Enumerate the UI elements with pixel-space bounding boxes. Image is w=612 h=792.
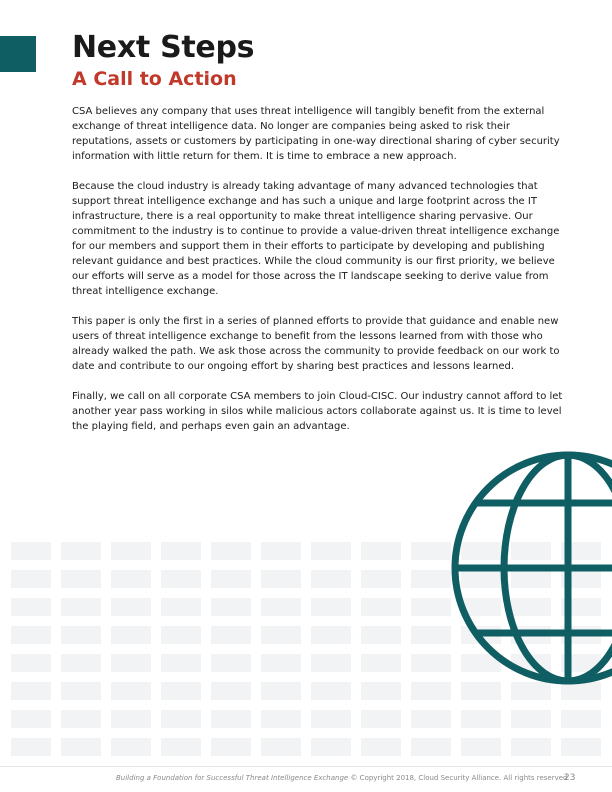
pattern-tile <box>161 598 201 616</box>
pattern-tile <box>361 738 401 756</box>
pattern-tile <box>261 682 301 700</box>
pattern-tile <box>111 738 151 756</box>
pattern-tile <box>111 682 151 700</box>
pattern-tile <box>411 654 451 672</box>
paragraph-4: Finally, we call on all corporate CSA members to join Cloud-CISC. Our industry cannot afford to let another year pass working in silos while malicious actors collaborate against us. It is time to level the playing field, and perhaps even gain an advantage. <box>72 391 563 432</box>
pattern-tile <box>161 738 201 756</box>
page-subtitle: A Call to Action <box>72 68 237 90</box>
pattern-tile <box>411 682 451 700</box>
pattern-tile <box>11 682 51 700</box>
footer-text <box>116 774 568 782</box>
pattern-tile <box>61 542 101 560</box>
pattern-tile <box>11 626 51 644</box>
pattern-tile <box>261 738 301 756</box>
pattern-tile <box>411 626 451 644</box>
pattern-tile <box>211 542 251 560</box>
pattern-tile <box>111 626 151 644</box>
pattern-tile <box>211 682 251 700</box>
pattern-tile <box>411 710 451 728</box>
pattern-tile <box>411 738 451 756</box>
pattern-tile <box>61 654 101 672</box>
pattern-tile <box>311 598 351 616</box>
pattern-tile <box>261 710 301 728</box>
page-title: Next Steps <box>72 30 255 65</box>
pattern-tile <box>211 570 251 588</box>
globe-icon <box>450 435 612 695</box>
pattern-tile <box>311 682 351 700</box>
pattern-tile <box>11 654 51 672</box>
paragraph-3: This paper is only the first in a series of planned efforts to provide that guidance and enable new users of threat intelligence exchange to benefit from the lessons learned from with those who already walked the path. We ask those across the community to provide feedback on our work to date and contribute to our ongoing effort by sharing best practices and lessons learned. <box>72 316 560 372</box>
paragraph-1: CSA believes any company that uses threat intelligence will tangibly benefit from the external exchange of threat intelligence data. No longer are companies being asked to risk their reputations, assets or customers by participating in one-way directional sharing of cyber security information with little return for them. It is time to embrace a new approach. <box>72 106 560 162</box>
pattern-tile <box>411 570 451 588</box>
pattern-tile <box>411 542 451 560</box>
pattern-tile <box>211 626 251 644</box>
pattern-tile <box>361 626 401 644</box>
paragraph-2: Because the cloud industry is already taking advantage of many advanced technologies that support threat intelligence exchange and has such a unique and large footprint across the IT infrastructure, there is a real opportunity to make threat intelligence sharing pervasive. Our commitment to the industry is to continue to provide a value-driven threat intelligence exchange for our members and support them in their efforts to participate by developing and publishing relevant guidance and best practices. While the cloud community is our first priority, we believe our efforts will serve as a model for those across the IT landscape seeking to derive value from threat intelligence exchange. <box>72 181 560 297</box>
pattern-tile <box>211 710 251 728</box>
pattern-tile <box>111 710 151 728</box>
pattern-tile <box>61 570 101 588</box>
pattern-tile <box>511 738 551 756</box>
pattern-tile <box>561 738 601 756</box>
pattern-tile <box>61 598 101 616</box>
pattern-tile <box>261 570 301 588</box>
pattern-tile <box>261 598 301 616</box>
pattern-tile <box>161 710 201 728</box>
pattern-tile <box>161 682 201 700</box>
pattern-tile <box>511 710 551 728</box>
pattern-tile <box>61 626 101 644</box>
pattern-tile <box>311 542 351 560</box>
pattern-tile <box>311 626 351 644</box>
pattern-tile <box>111 542 151 560</box>
pattern-tile <box>561 710 601 728</box>
pattern-tile <box>361 598 401 616</box>
body-text <box>72 104 572 449</box>
pattern-tile <box>261 542 301 560</box>
pattern-tile <box>61 738 101 756</box>
footer-divider <box>0 766 612 767</box>
pattern-tile <box>111 654 151 672</box>
footer-document-title: Building a Foundation for Successful Threat Intelligence Exchange <box>116 774 349 782</box>
pattern-tile <box>211 654 251 672</box>
page-number: 23 <box>564 773 576 783</box>
pattern-tile <box>11 570 51 588</box>
pattern-tile <box>211 738 251 756</box>
pattern-tile <box>161 626 201 644</box>
pattern-tile <box>411 598 451 616</box>
pattern-tile <box>361 710 401 728</box>
accent-block <box>0 36 36 72</box>
pattern-tile <box>361 570 401 588</box>
pattern-tile <box>311 710 351 728</box>
pattern-tile <box>261 626 301 644</box>
pattern-tile <box>311 738 351 756</box>
pattern-tile <box>11 710 51 728</box>
pattern-tile <box>111 570 151 588</box>
pattern-tile <box>11 542 51 560</box>
pattern-tile <box>161 570 201 588</box>
pattern-tile <box>161 654 201 672</box>
pattern-tile <box>461 710 501 728</box>
pattern-tile <box>361 542 401 560</box>
footer-copyright: © Copyright 2018, Cloud Security Alliance. All rights reserved <box>348 774 568 782</box>
pattern-tile <box>61 710 101 728</box>
pattern-tile <box>111 598 151 616</box>
pattern-tile <box>311 570 351 588</box>
pattern-tile <box>61 682 101 700</box>
pattern-tile <box>211 598 251 616</box>
pattern-tile <box>11 738 51 756</box>
pattern-tile <box>361 682 401 700</box>
pattern-tile <box>361 654 401 672</box>
pattern-tile <box>11 598 51 616</box>
pattern-tile <box>261 654 301 672</box>
pattern-tile <box>311 654 351 672</box>
pattern-tile <box>161 542 201 560</box>
pattern-tile <box>461 738 501 756</box>
